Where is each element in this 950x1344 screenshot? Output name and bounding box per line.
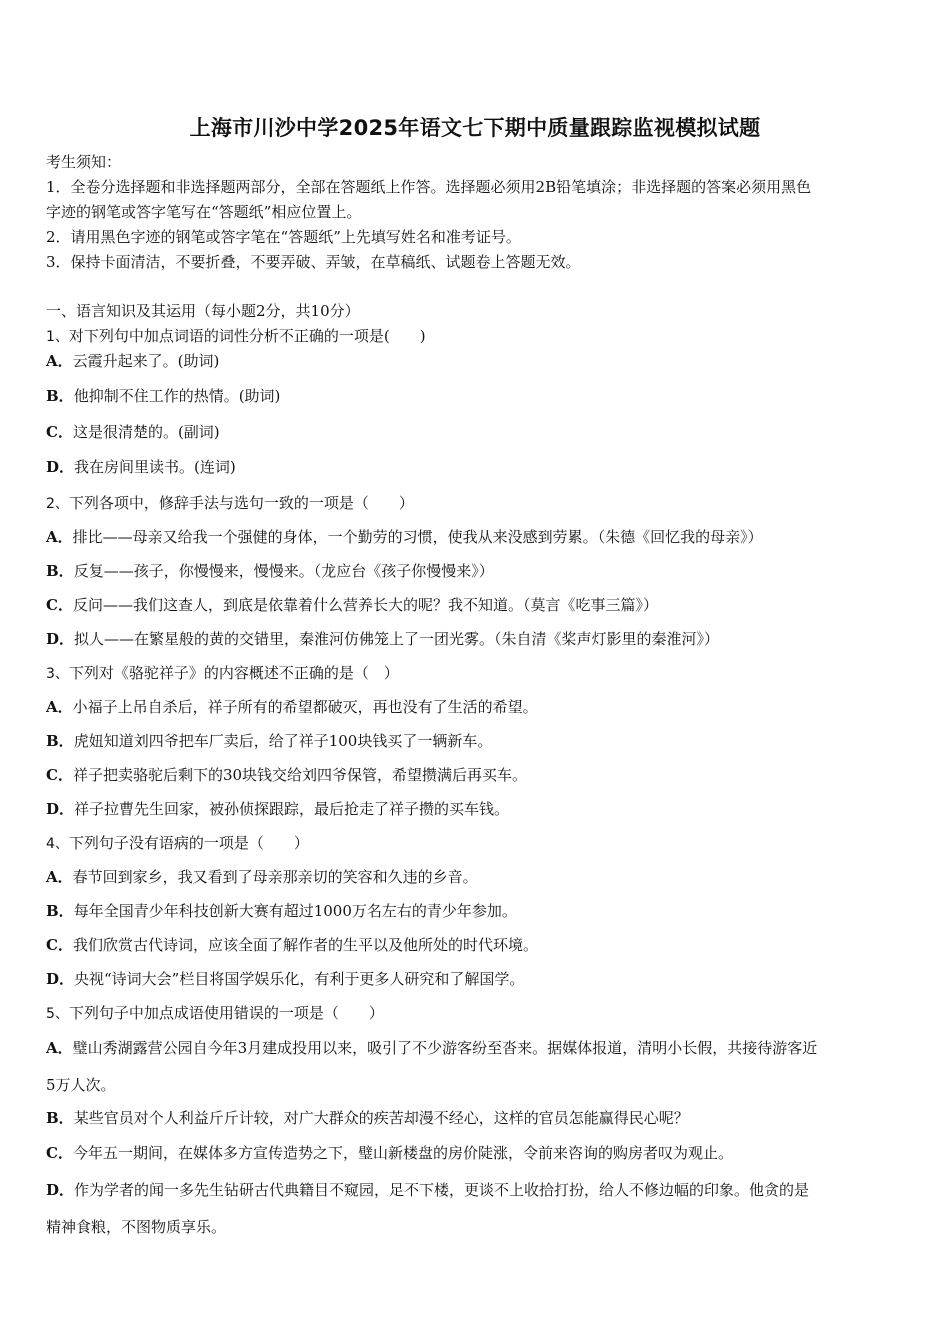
option-text: 今年五一期间，在媒体多方宣传造势之下，璧山新楼盘的房价陡涨，令前来咨询的购房者叹为观止。 [72,1144,733,1162]
option-label: C． [46,1144,73,1162]
notice-header: 考生须知： [46,153,122,171]
question-stem: 下列对《骆驼祥子》的内容概述不正确的是（ ） [68,664,399,682]
option-b [46,901,908,921]
notice-line: 3．保持卡面清洁，不要折叠，不要弄破、弄皱，在草稿纸、试题卷上答题无效。 [46,253,581,271]
option-b [46,731,908,751]
option-text: 反复——孩子，你慢慢来，慢慢来。（龙应台《孩子你慢慢来》） [73,562,494,580]
option-text: 这是很清楚的。(副词) [72,423,220,441]
question-number: 2、 [46,496,69,512]
option-c [46,1143,908,1163]
option-a [46,867,908,887]
option-label: B． [46,732,74,750]
option-text: 璧山秀湖露营公园自今年3月建成投用以来，吸引了不少游客纷至沓来。据媒体报道，清明小长假，共接待游客近 [72,1039,818,1057]
option-label: C． [46,766,73,784]
option-d [46,1180,908,1200]
option-text: 他抑制不住工作的热情。(助词) [73,387,281,405]
option-label: B． [46,387,74,405]
option-label: A． [46,868,73,886]
question-number: 4、 [46,836,69,852]
option-text: 我在房间里读书。(连词) [74,458,236,476]
option-label: C． [46,596,73,614]
question-stem: 下列句子中加点成语使用错误的一项是（ ） [68,1004,384,1022]
notice-line: 1．全卷分选择题和非选择题两部分，全部在答题纸上作答。选择题必须用2B铅笔填涂；非选择题的答案必须用黑色 [46,178,812,196]
option-text: 小福子上吊自杀后，祥子所有的希望都破灭，再也没有了生活的希望。 [72,698,538,716]
option-text: 每年全国青少年科技创新大赛有超过1000万名左右的青少年参加。 [73,902,517,920]
option-d-continued: 精神食粮，不图物质享乐。 [46,1218,227,1236]
option-label: D． [46,458,75,476]
question-number: 3、 [46,666,69,682]
option-text: 排比——母亲又给我一个强健的身体，一个勤劳的习惯，使我从来没感到劳累。（朱德《回忆我的母亲》） [72,528,763,546]
option-c [46,765,908,785]
option-label: A． [46,528,73,546]
option-label: C． [46,423,73,441]
option-text: 作为学者的闻一多先生钻研古代典籍目不窥园，足不下楼，更谈不上收拾打扮，给人不修边幅的印象。他贪的是 [74,1181,810,1199]
option-label: B． [46,1109,74,1127]
option-d [46,969,908,989]
page-title: 上海市川沙中学2025年语文七下期中质量跟踪监视模拟试题 [189,116,761,140]
option-text: 祥子拉曹先生回家，被孙侦探跟踪，最后抢走了祥子攒的买车钱。 [74,800,510,818]
option-text: 我们欣赏古代诗词，应该全面了解作者的生平以及他所处的时代环境。 [72,936,538,954]
option-label: A． [46,352,73,370]
option-label: D． [46,970,75,988]
option-b [46,386,908,406]
option-label: A． [46,1039,73,1057]
option-c [46,595,908,615]
question-stem: 对下列句中加点词语的词性分析不正确的一项是( ) [68,327,426,345]
question-stem: 下列句子没有语病的一项是（ ） [68,834,309,852]
option-b [46,561,908,581]
notice-line: 2．请用黑色字迹的钢笔或答字笔在“答题纸”上先填写姓名和准考证号。 [46,228,521,246]
option-text: 央视“诗词大会”栏目将国学娱乐化，有利于更多人研究和了解国学。 [74,970,525,988]
option-d [46,457,908,477]
option-label: C． [46,936,73,954]
option-label: D． [46,630,75,648]
option-label: D． [46,800,75,818]
question-4 [46,833,908,854]
option-c [46,935,908,955]
question-number: 1、 [46,329,69,345]
question-3 [46,663,908,684]
option-text: 春节回到家乡，我又看到了母亲那亲切的笑容和久违的乡音。 [72,868,478,886]
option-label: D． [46,1181,75,1199]
option-d [46,629,908,649]
question-5 [46,1003,908,1024]
option-text: 云霞升起来了。(助词) [72,352,220,370]
option-a-continued: 5万人次。 [46,1076,116,1094]
option-d [46,799,908,819]
option-text: 反问——我们这查人，到底是依靠着什么营养长大的呢？我不知道。（莫言《吃事三篇》） [72,596,658,614]
notice-line: 字迹的钢笔或答字笔写在“答题纸”相应位置上。 [46,203,362,221]
option-a [46,527,908,547]
question-stem: 下列各项中，修辞手法与选句一致的一项是（ ） [68,494,414,512]
section-heading: 一、语言知识及其运用（每小题2分，共10分） [46,302,360,320]
question-number: 5、 [46,1006,69,1022]
option-c [46,422,908,442]
option-a [46,697,908,717]
option-text: 祥子把卖骆驼后剩下的30块钱交给刘四爷保管，希望攒满后再买车。 [72,766,528,784]
option-label: B． [46,562,74,580]
option-label: A． [46,698,73,716]
option-b [46,1108,908,1128]
option-text: 拟人——在繁星般的黄的交错里，秦淮河仿佛笼上了一团光雾。（朱自清《桨声灯影里的秦淮河》） [74,630,720,648]
question-2 [46,493,908,514]
option-label: B． [46,902,74,920]
option-text: 某些官员对个人利益斤斤计较，对广大群众的疾苦却漫不经心，这样的官员怎能赢得民心呢？ [73,1109,689,1127]
option-a [46,351,908,371]
option-text: 虎妞知道刘四爷把车厂卖后，给了祥子100块钱买了一辆新车。 [73,732,493,750]
question-1 [46,326,908,347]
option-a [46,1038,908,1058]
